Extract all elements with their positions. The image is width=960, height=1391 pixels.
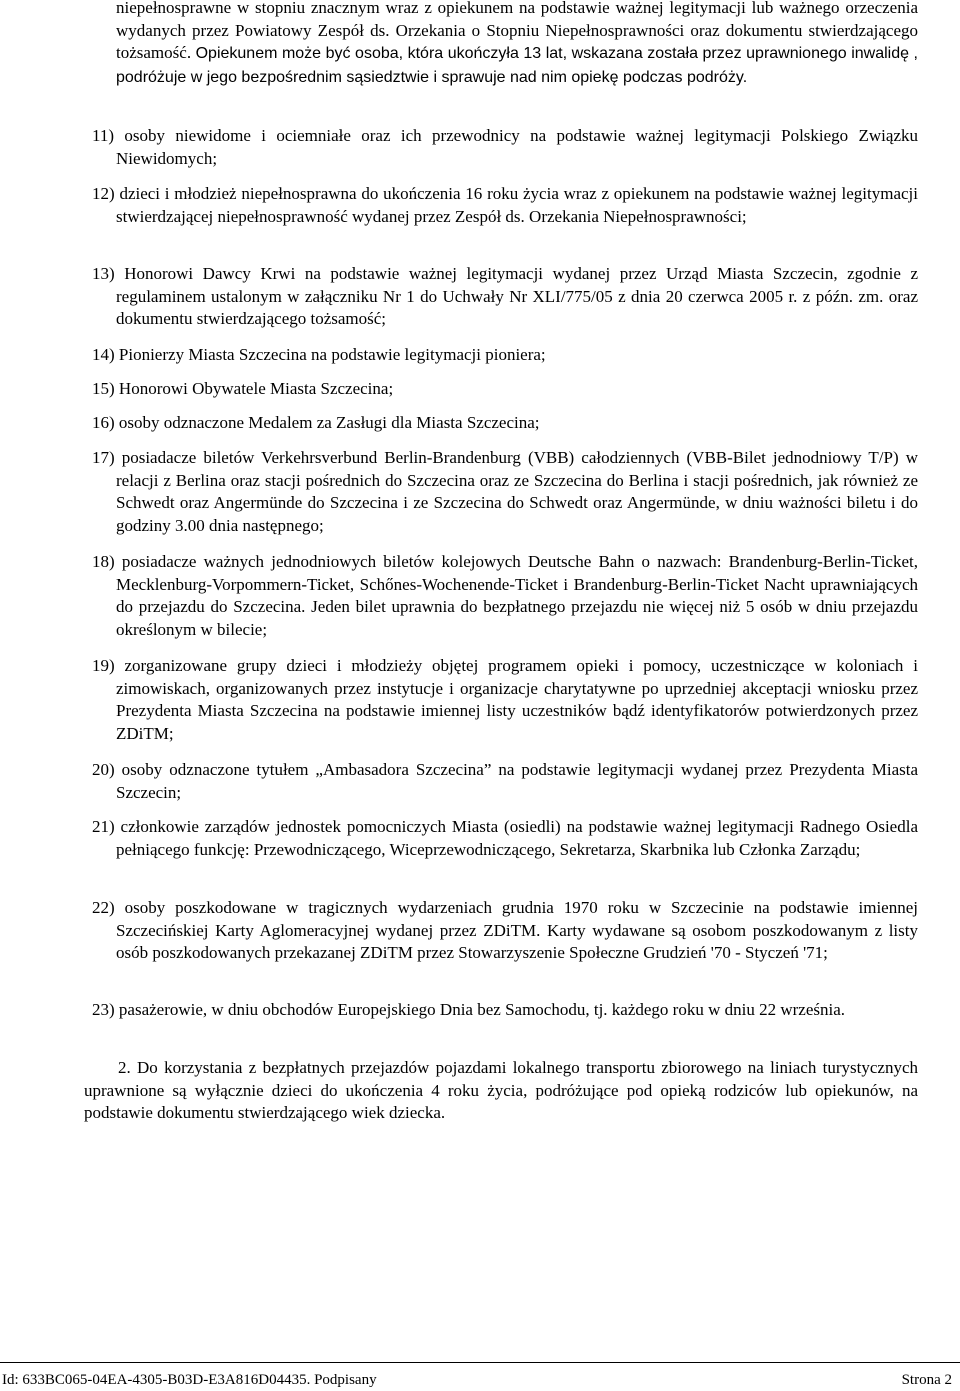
list-item-20: 20) osoby odznaczone tytułem „Ambasadora Szczecina” na podstawie legitymacji wydanej przez Prezydenta Miasta Szczecin; — [92, 760, 918, 802]
list-item-23: 23) pasażerowie, w dniu obchodów Europejskiego Dnia bez Samochodu, tj. każdego roku w dniu 22 września. — [92, 1000, 845, 1019]
continuation-text-serif: niepełnosprawne w stopniu znacznym wraz z opiekunem na podstawie ważnej legitymacji lub ważnego orzeczenia wydanych przez Powiatowy Zespół ds. Orzekania o Stopniu Niepełnosprawności oraz dokumentu stwierdzającego tożsamość. — [116, 0, 918, 63]
list-item-11: 11) osoby niewidome i ociemniałe oraz ich przewodnicy na podstawie ważnej legitymacji Polskiego Związku Niewidomych; — [92, 126, 918, 168]
footer-divider — [0, 1362, 960, 1363]
list-item-18: 18) posiadacze ważnych jednodniowych biletów kolejowych Deutsche Bahn o nazwach: Brandenburg-Berlin-Ticket, Mecklenburg-Vorpommern-Ticket, Schőnes-Wochenende-Ticket i Brandenburg-Berlin-Ticket Nacht uprawniających do przejazdu do Szczecina. Jeden bilet uprawnia do bezpłatnego przejazdu nie więcej niż 5 osób w dniu przejazdu określonym w bilecie; — [92, 552, 918, 639]
list-item-13: 13) Honorowi Dawcy Krwi na podstawie ważnej legitymacji wydanej przez Urząd Miasta Szczecin, zgodnie z regulaminem ustalonym w załączniku Nr 1 do Uchwały Nr XLI/775/05 z dnia 20 czerwca 2005 r. z późn. zm. oraz dokumentu stwierdzającego tożsamość; — [92, 264, 918, 329]
list-item-22: 22) osoby poszkodowane w tragicznych wydarzeniach grudnia 1970 roku w Szczecinie na podstawie imiennej Szczecińskiej Karty Aglomeracyjnej wydanej przez ZDiTM. Karty wydawane są osobom poszkodowanym z listy osób poszkodowanych przekazanej ZDiTM przez Stowarzyszenie Społeczne Grudzień '70 - Styczeń '71; — [92, 898, 918, 963]
list-item-21: 21) członkowie zarządów jednostek pomocniczych Miasta (osiedli) na podstawie ważnej legitymacji Radnego Osiedla pełniącego funkcję: Przewodniczącego, Wiceprzewodniczącego, Sekretarza, Skarbnika lub Członka Zarządu; — [92, 817, 918, 859]
section-2-paragraph: 2. Do korzystania z bezpłatnych przejazdów pojazdami lokalnego transportu zbiorowego na liniach turystycznych uprawnione są wyłącznie dzieci do ukończenia 4 roku życia, podróżujące pod opieką rodziców lub opiekunów, na podstawie dokumentu stwierdzającego wiek dziecka. — [84, 1058, 918, 1123]
list-item-15: 15) Honorowi Obywatele Miasta Szczecina; — [92, 379, 394, 398]
list-item-14: 14) Pionierzy Miasta Szczecina na podstawie legitymacji pioniera; — [92, 345, 546, 364]
list-item-12: 12) dzieci i młodzież niepełnosprawna do ukończenia 16 roku życia wraz z opiekunem na podstawie ważnej legitymacji stwierdzającej niepełnosprawność wydanej przez Zespół ds. Orzekania Niepełnosprawności; — [92, 184, 918, 226]
list-item-19: 19) zorganizowane grupy dzieci i młodzieży objętej programem opieki i pomocy, uczestniczące w koloniach i zimowiskach, organizowanych przez instytucje i organizacje charytatywne po uprzedniej akceptacji wniosku przez Prezydenta Miasta Szczecina na podstawie imiennej listy uczestników bądź identyfikatorów potwierdzonych przez ZDiTM; — [92, 656, 918, 743]
list-item-16: 16) osoby odznaczone Medalem za Zasługi dla Miasta Szczecina; — [92, 413, 540, 432]
continuation-text-sans: Opiekunem może być osoba, która ukończyła 13 lat, wskazana została przez uprawnionego inwalidę , podróżuje w jego bezpośrednim sąsiedztwie i sprawuje nad nim opiekę podczas podróży. — [116, 45, 918, 86]
continuation-paragraph — [116, 0, 918, 89]
list-item-17: 17) posiadacze biletów Verkehrsverbund Berlin-Brandenburg (VBB) całodziennych (VBB-Bilet jednodniowy T/P) w relacji z Berlina oraz stacji pośrednich do Szczecina oraz ze Szczecina do Berlina i stacji pośrednich, jak również ze Schwedt oraz Angermünde do Szczecina i ze Szczecina do Schwedt oraz Angermünde, w dniu ważności biletu i do godziny 3.00 dnia następnego; — [92, 448, 918, 535]
footer-document-id: Id: 633BC065-04EA-4305-B03D-E3A816D04435. Podpisany — [2, 1372, 377, 1388]
footer-page-number: Strona 2 — [901, 1372, 952, 1388]
